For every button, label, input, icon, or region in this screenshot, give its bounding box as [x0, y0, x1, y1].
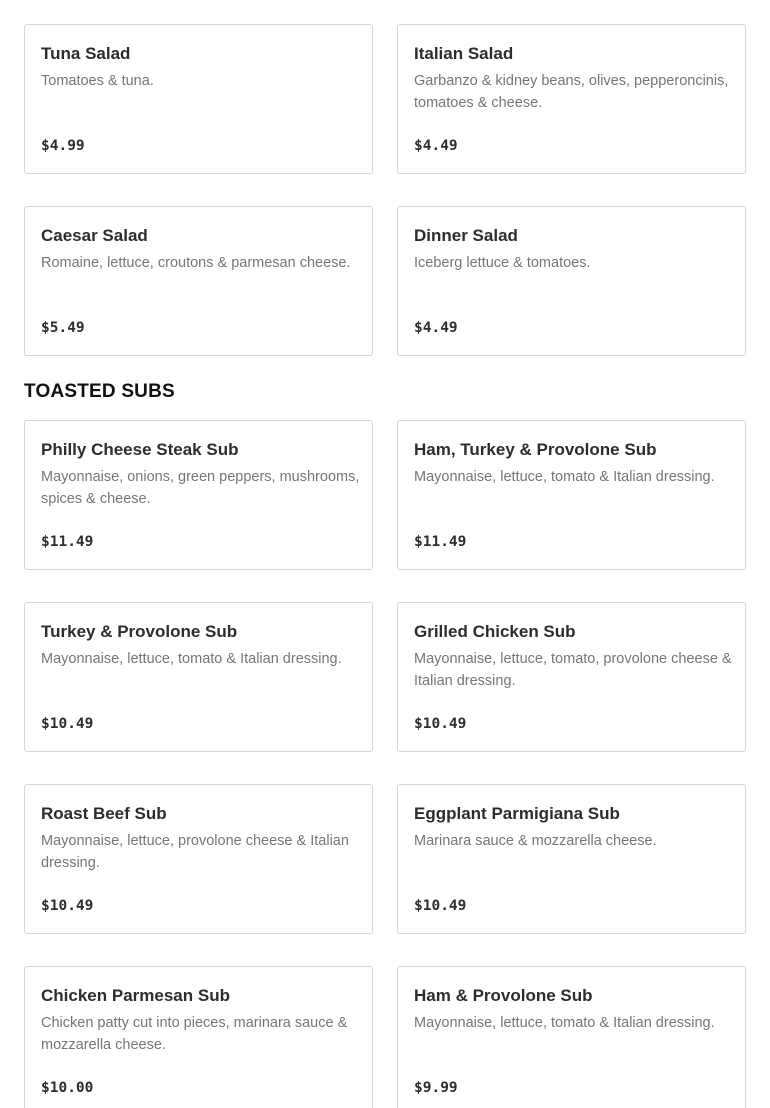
- item-price: $10.49: [41, 716, 94, 732]
- item-description: Garbanzo & kidney beans, olives, pepperoncinis, tomatoes & cheese.: [414, 73, 729, 111]
- item-name: Roast Beef Sub: [41, 804, 167, 823]
- menu-item-card[interactable]: [397, 966, 746, 1108]
- item-price: $4.99: [41, 138, 85, 154]
- item-name: Tuna Salad: [41, 44, 131, 63]
- item-description: Mayonnaise, lettuce, tomato, provolone cheese & Italian dressing.: [414, 651, 732, 689]
- item-price: $5.49: [41, 320, 85, 336]
- item-description: Mayonnaise, lettuce, tomato & Italian dressing.: [41, 651, 342, 667]
- item-description: Mayonnaise, lettuce, provolone cheese & Italian dressing.: [41, 833, 349, 871]
- item-name: Turkey & Provolone Sub: [41, 622, 238, 641]
- item-name: Ham & Provolone Sub: [414, 986, 593, 1005]
- item-name: Ham, Turkey & Provolone Sub: [414, 440, 657, 459]
- menu-item-card[interactable]: [397, 206, 746, 356]
- menu-item-card[interactable]: [24, 784, 373, 934]
- menu-item-card[interactable]: [397, 24, 746, 174]
- section-title-toasted-subs: TOASTED SUBS: [24, 381, 175, 402]
- item-description: Iceberg lettuce & tomatoes.: [414, 255, 591, 271]
- menu-item-card[interactable]: [24, 420, 373, 570]
- item-description: Mayonnaise, onions, green peppers, mushrooms, spices & cheese.: [41, 469, 360, 507]
- item-name: Grilled Chicken Sub: [414, 622, 576, 641]
- item-name: Chicken Parmesan Sub: [41, 986, 230, 1005]
- item-description: Chicken patty cut into pieces, marinara sauce & mozzarella cheese.: [41, 1015, 348, 1053]
- item-name: Caesar Salad: [41, 226, 148, 245]
- item-price: $4.49: [414, 320, 458, 336]
- item-price: $10.00: [41, 1080, 94, 1096]
- menu-item-card[interactable]: [24, 602, 373, 752]
- item-description: Mayonnaise, lettuce, tomato & Italian dressing.: [414, 469, 715, 485]
- menu-item-card[interactable]: [397, 784, 746, 934]
- item-description: Romaine, lettuce, croutons & parmesan cheese.: [41, 255, 351, 271]
- item-price: $11.49: [41, 534, 94, 550]
- menu-item-card[interactable]: [24, 206, 373, 356]
- item-price: $10.49: [41, 898, 94, 914]
- item-price: $11.49: [414, 534, 467, 550]
- toasted-subs-grid: [24, 420, 746, 1108]
- item-description: Mayonnaise, lettuce, tomato & Italian dressing.: [414, 1015, 715, 1031]
- item-price: $10.49: [414, 716, 467, 732]
- item-name: Eggplant Parmigiana Sub: [414, 804, 620, 823]
- menu-item-card[interactable]: [24, 966, 373, 1108]
- menu-item-card[interactable]: [397, 602, 746, 752]
- item-name: Dinner Salad: [414, 226, 518, 245]
- salads-grid: [24, 24, 746, 356]
- item-price: $4.49: [414, 138, 458, 154]
- menu-item-card[interactable]: [24, 24, 373, 174]
- item-name: Italian Salad: [414, 44, 514, 63]
- menu-item-card[interactable]: [397, 420, 746, 570]
- item-description: Marinara sauce & mozzarella cheese.: [414, 833, 657, 849]
- item-name: Philly Cheese Steak Sub: [41, 440, 239, 459]
- item-price: $10.49: [414, 898, 467, 914]
- item-price: $9.99: [414, 1080, 458, 1096]
- item-description: Tomatoes & tuna.: [41, 73, 154, 89]
